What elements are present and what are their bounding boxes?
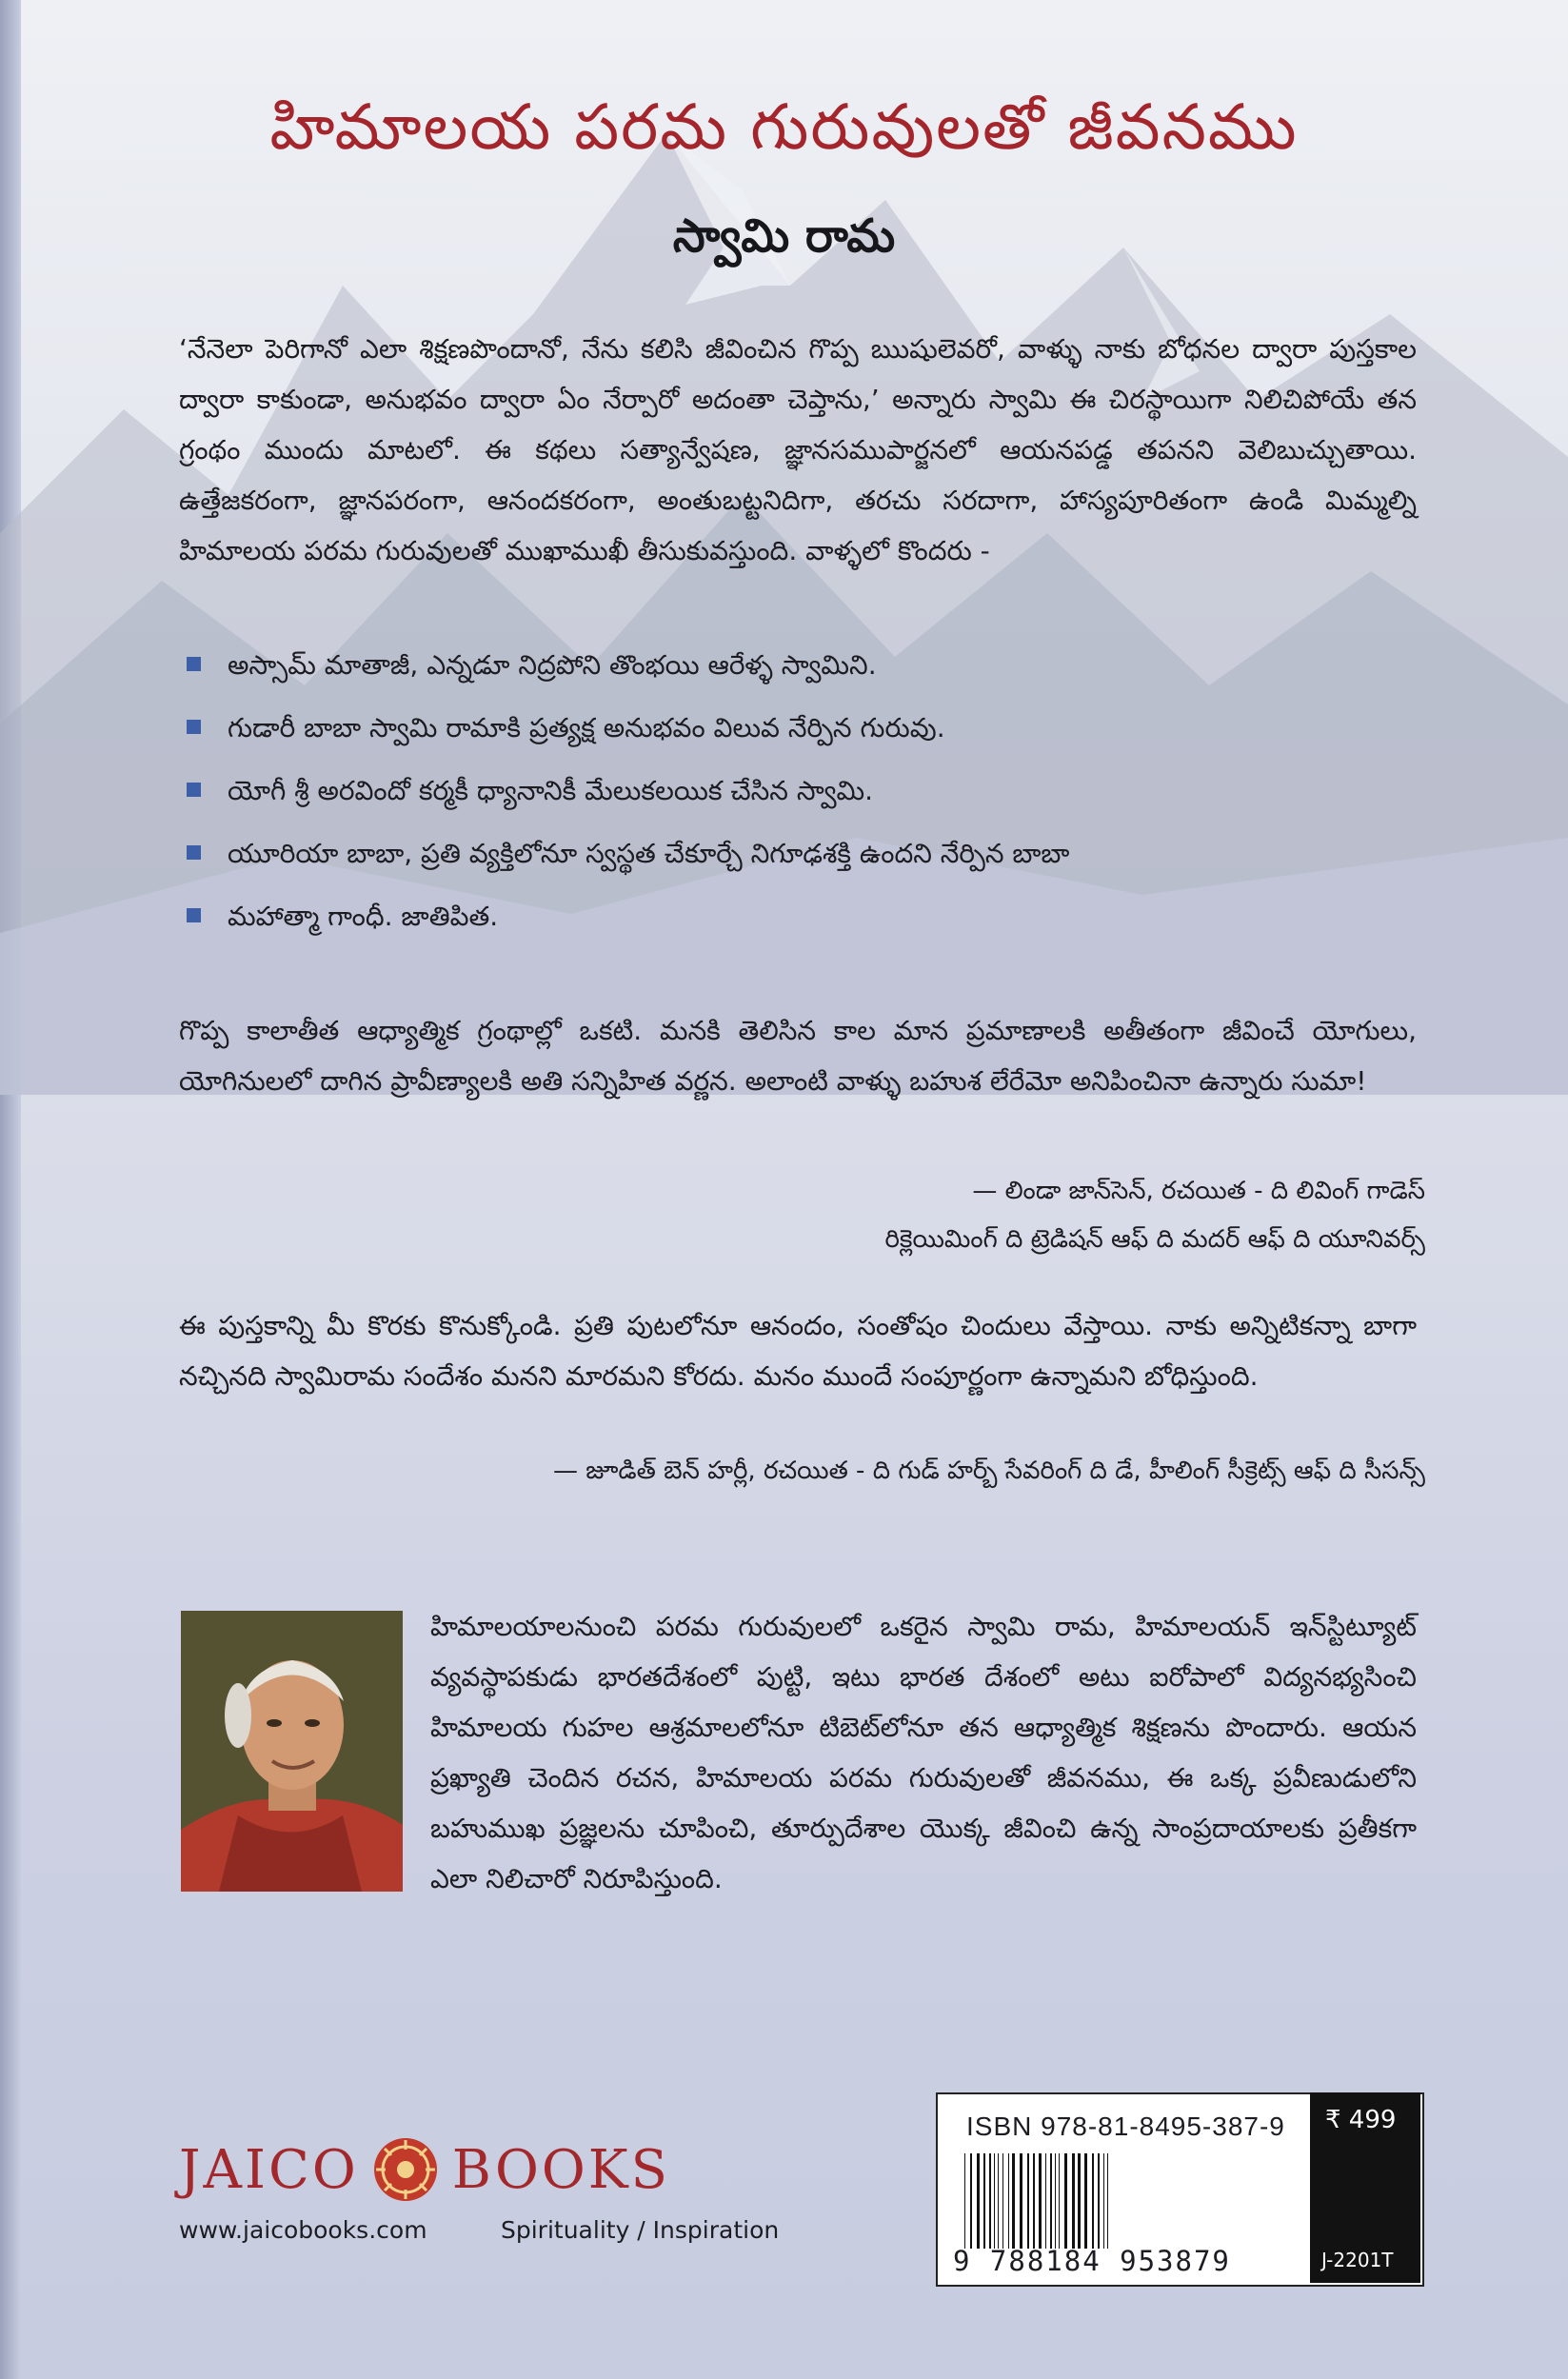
barcode-bar bbox=[1084, 2153, 1087, 2249]
list-item-text: యూరియా బాబా, ప్రతి వ్యక్తిలోనూ స్వస్థత చేకూర్చే నిగూఢశక్తి ఉందని నేర్పిన బాబా bbox=[228, 838, 1070, 869]
publisher-url[interactable]: www.jaicobooks.com bbox=[179, 2216, 427, 2244]
author-photo bbox=[181, 1611, 403, 1892]
barcode-bar bbox=[994, 2153, 995, 2249]
intro-paragraph: ‘నేనెలా పెరిగానో ఎలా శిక్షణపొందానో, నేను కలిసి జీవించిన గొప్ప ఋషులెవరో, వాళ్ళు నాకు బోధనల ద్వారా పుస్తకాల ద్వారా కాకుండా, అనుభవం ద్వారా ఏం నేర్పారో అదంతా చెప్తాను,’ అన్నారు స్వామి ఈ చిరస్థాయిగా నిలిచిపోయే తన గ్రంథం ముందు మాటలో. ఈ కథలు సత్యాన్వేషణ, జ్ఞానసముపార్జనలో ఆయనపడ్డ తపనని వెలిబుచ్చుతాయి. ఉత్తేజకరంగా, జ్ఞానపరంగా, ఆనందకరంగా, అంతుబట్టనిదిగా, తరచు సరదాగా, హాస్యపూరితంగా ఉండి మిమ్మల్ని హిమాలయ పరమ గురువులతో ముఖాముఖీ తీసుకువస్తుంది. వాళ్ళలో కొందరు - bbox=[179, 333, 1417, 566]
price-label: ₹ 499 bbox=[1325, 2106, 1397, 2134]
list-item bbox=[179, 828, 1417, 891]
genre-label: Spirituality / Inspiration bbox=[501, 2216, 780, 2244]
barcode-bar bbox=[964, 2153, 965, 2249]
bullet-square-icon bbox=[187, 783, 201, 797]
barcode-bar bbox=[1059, 2153, 1060, 2249]
review-attribution-1-book: రిక్లెయిమింగ్ ది ట్రెడిషన్ ఆఫ్ ది మదర్ ఆఫ్ ది యూనివర్స్ bbox=[884, 1225, 1425, 1254]
barcode-digits: 9 788184 953879 bbox=[953, 2245, 1231, 2277]
barcode-bar bbox=[1033, 2153, 1035, 2249]
barcode-bar bbox=[1064, 2153, 1067, 2249]
review-quote-2: ఈ పుస్తకాన్ని మీ కొరకు కొనుక్కోండి. ప్రతి పుటలోనూ ఆనందం, సంతోషం చిందులు వేస్తాయి. నాకు అన్నిటికన్నా బాగా నచ్చినది స్వామిరామ సందేశం మనని మారమని కోరదు. మనం ముందే సంపూర్ణంగా ఉన్నామని బోధిస్తుంది. bbox=[179, 1310, 1417, 1392]
barcode-bar bbox=[1092, 2153, 1094, 2249]
bullet-square-icon bbox=[187, 845, 201, 860]
barcode-bar bbox=[1045, 2153, 1046, 2249]
barcode-bar bbox=[1020, 2153, 1022, 2249]
barcode-bar bbox=[1012, 2153, 1015, 2249]
barcode-bar bbox=[998, 2153, 999, 2249]
masters-list bbox=[179, 640, 1417, 954]
barcode-bar bbox=[1008, 2153, 1009, 2249]
barcode-bar bbox=[970, 2153, 972, 2249]
barcode-bar bbox=[1072, 2153, 1075, 2249]
bullet-square-icon bbox=[187, 908, 201, 922]
author-name: స్వామి రామ bbox=[672, 209, 896, 263]
price-panel bbox=[1310, 2092, 1420, 2283]
barcode-bar bbox=[1039, 2153, 1042, 2249]
isbn-label: ISBN 978-81-8495-387-9 bbox=[966, 2111, 1285, 2141]
barcode-bar bbox=[1055, 2153, 1056, 2249]
list-item-text: గుడారీ బాబా స్వామి రామాకి ప్రత్యక్ష అనుభవం విలువ నేర్పిన గురువు. bbox=[228, 712, 945, 743]
barcode-bar bbox=[1107, 2153, 1108, 2249]
barcode-bar bbox=[1098, 2153, 1100, 2249]
bullet-square-icon bbox=[187, 720, 201, 734]
publisher-name-left: JAICO bbox=[179, 2138, 359, 2201]
review-attribution-2: — జూడిత్ బెన్ హర్లీ, రచయిత - ది గుడ్ హర్బ్ సేవరింగ్ ది డే, హీలింగ్ సీక్రెట్స్ ఆఫ్ ది సీసన్స్ bbox=[552, 1457, 1425, 1485]
list-item-text: మహాత్మా గాంధీ. జాతిపిత. bbox=[228, 901, 499, 932]
sun-emblem-icon bbox=[372, 2136, 439, 2203]
barcode bbox=[963, 2153, 1267, 2249]
list-item bbox=[179, 891, 1417, 954]
bullet-square-icon bbox=[187, 657, 201, 671]
catalog-code: J-2201T bbox=[1321, 2249, 1394, 2271]
barcode-bar bbox=[1050, 2153, 1052, 2249]
barcode-bar bbox=[1103, 2153, 1104, 2249]
publisher-name-right: BOOKS bbox=[451, 2138, 670, 2201]
author-bio: హిమాలయాలనుంచి పరమ గురువులలో ఒకరైన స్వామి రామ, హిమాలయన్ ఇన్‌స్టిట్యూట్ వ్యవస్థాపకుడు భారతదేశంలో పుట్టి, ఇటు భారత దేశంలో అటు ఐరోపాలో విద్యనభ్యసించి హిమాలయ గుహల ఆశ్రమాలలోనూ టిబెట్‌లోనూ తన ఆధ్యాత్మిక శిక్షణను పొందారు. ఆయన ప్రఖ్యాతి చెందిన రచన, హిమాలయ పరమ గురువులతో జీవనము, ఈ ఒక్క ప్రవీణుడులోని బహుముఖ ప్రజ్ఞలను చూపించి, తూర్పుదేశాల యొక్క జీవించి ఉన్న సాంప్రదాయాలకు ప్రతీకగా ఎలా నిలిచారో నిరూపిస్తుంది. bbox=[430, 1611, 1417, 1894]
review-attribution-1: — లిండా జాన్‌సెన్, రచయిత - ది లివింగ్ గాడెస్ bbox=[972, 1177, 1425, 1205]
barcode-bar bbox=[1078, 2153, 1081, 2249]
book-title: హిమాలయ పరమ గురువులతో జీవనము bbox=[269, 90, 1299, 164]
barcode-bar bbox=[983, 2153, 985, 2249]
review-quote-1: గొప్ప కాలాతీత ఆధ్యాత్మిక గ్రంథాల్లో ఒకటి. మనకి తెలిసిన కాల మాన ప్రమాణాలకి అతీతంగా జీవించే యోగులు, యోగినులలో దాగిన ప్రావీణ్యాలకి అతి సన్నిహిత వర్ణన. అలాంటి వాళ్ళు బహుశ లేరేమో అనిపించినా ఉన్నారు సుమా! bbox=[179, 1015, 1417, 1097]
publisher-logo bbox=[179, 2136, 670, 2203]
barcode-bar bbox=[1027, 2153, 1029, 2249]
list-item bbox=[179, 640, 1417, 703]
barcode-bar bbox=[977, 2153, 980, 2249]
list-item-text: యోగీ శ్రీ అరవిందో కర్మకీ ధ్యానానికీ మేలుకలయిక చేసిన స్వామి. bbox=[228, 775, 874, 806]
barcode-bar bbox=[1002, 2153, 1003, 2249]
list-item-text: అస్సామ్ మాతాజీ, ఎన్నడూ నిద్రపోని తొంభయి ఆరేళ్ళ స్వామిని. bbox=[228, 649, 877, 681]
list-item bbox=[179, 703, 1417, 765]
list-item bbox=[179, 765, 1417, 828]
barcode-bar bbox=[989, 2153, 991, 2249]
